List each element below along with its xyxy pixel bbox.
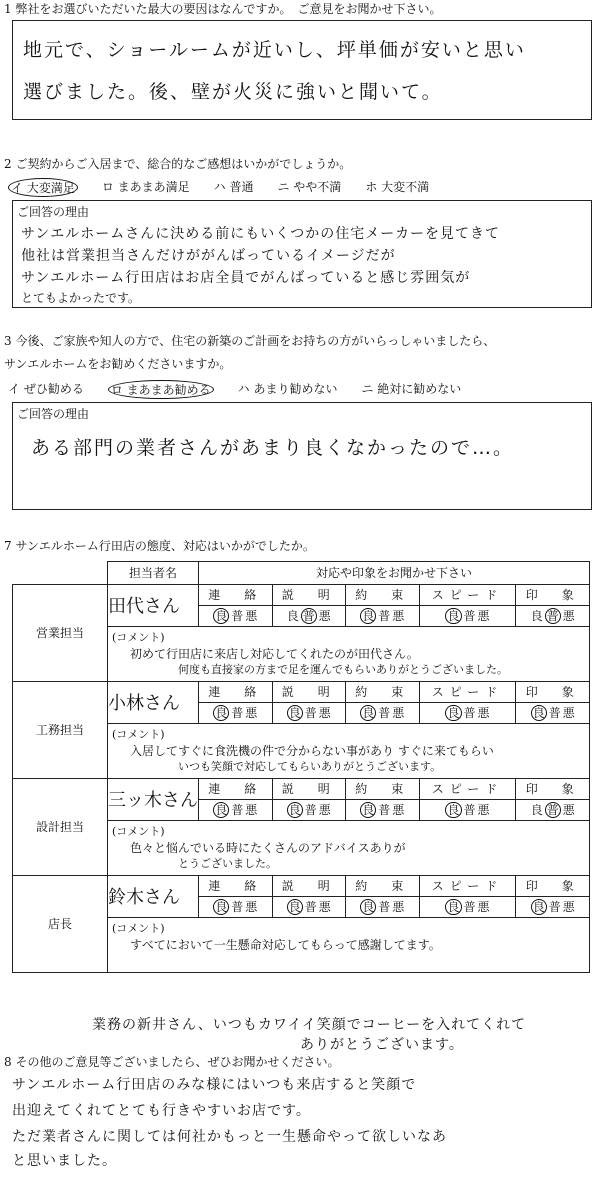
staff-role: 設計担当 [13, 778, 108, 875]
q3-options [8, 380, 485, 399]
rating-mark: 悪 [318, 706, 331, 720]
rating-mark: 悪 [477, 609, 490, 623]
rating-cell [516, 799, 590, 820]
rating-cell [199, 605, 273, 626]
category-header: 約 束 [346, 584, 420, 605]
staff-comment [108, 626, 590, 681]
rating-cell [199, 702, 273, 723]
category-header: 約 束 [346, 875, 420, 896]
rating-mark: 悪 [245, 900, 258, 914]
rating-mark: 普 [546, 803, 559, 817]
rating-mark: 普 [378, 609, 391, 623]
rating-mark: 悪 [245, 803, 258, 817]
comment-line2: とうございました。 [178, 856, 277, 870]
q2-option-2: ロ まあまあ満足 [101, 180, 190, 194]
rating-mark: 良 [530, 609, 543, 623]
rating-mark: 普 [231, 706, 244, 720]
rating-cell [346, 605, 420, 626]
comment-label: (コメント) [112, 824, 165, 838]
rating-mark: 悪 [318, 609, 331, 623]
staff-comment [108, 723, 590, 778]
category-header: 連 絡 [199, 681, 273, 702]
staff-name: 田代さん [108, 584, 199, 626]
rating-mark: 良 [362, 900, 375, 914]
rating-cell [272, 605, 346, 626]
category-header: 説 明 [272, 584, 346, 605]
rating-mark: 普 [304, 900, 317, 914]
q1-question: 1 弊社をお選びいただいた最大の要因はなんですか。 ご意見をお聞かせ下さい。 [4, 2, 442, 16]
q2-reason-line2: 他社は営業担当さんだけががんばっているイメージだが [21, 248, 396, 264]
rating-mark: 良 [532, 706, 545, 720]
q8-line1: サンエルホーム行田店のみな様にはいつも来店すると笑顔で [12, 1077, 417, 1093]
category-header: 印 象 [516, 875, 590, 896]
staff-role: 工務担当 [13, 681, 108, 778]
q2-option-1: イ 大変満足 [8, 178, 78, 197]
category-header: 説 明 [272, 681, 346, 702]
header-person: 担当者名 [108, 562, 199, 585]
rating-mark: 悪 [392, 706, 405, 720]
staff-comment [108, 917, 590, 972]
q3-reason-label: ご回答の理由 [17, 407, 90, 421]
q2-option-3: ハ 普通 [213, 180, 254, 194]
rating-mark: 普 [463, 900, 476, 914]
rating-mark: 普 [304, 803, 317, 817]
rating-cell [516, 702, 590, 723]
rating-cell [516, 896, 590, 917]
extra-note-line2: ありがとうございます。 [300, 1037, 464, 1053]
rating-mark: 良 [362, 609, 375, 623]
rating-mark: 普 [463, 803, 476, 817]
header-impression: 対応や印象をお聞かせ下さい [199, 562, 590, 585]
rating-mark: 悪 [562, 706, 575, 720]
q3-question-line2: サンエルホームをお勧めくださいますか。 [4, 357, 232, 371]
q1-answer-box [12, 20, 592, 120]
category-header: スピード [419, 875, 516, 896]
rating-mark: 普 [378, 803, 391, 817]
rating-mark: 普 [231, 900, 244, 914]
category-header: 印 象 [516, 681, 590, 702]
staff-comment [108, 820, 590, 875]
rating-mark: 悪 [392, 609, 405, 623]
q2-options [8, 178, 453, 197]
staff-role: 店長 [13, 875, 108, 972]
rating-cell [272, 896, 346, 917]
comment-label: (コメント) [112, 727, 165, 741]
rating-cell [516, 605, 590, 626]
rating-mark: 悪 [392, 803, 405, 817]
rating-mark: 悪 [562, 803, 575, 817]
rating-cell [346, 896, 420, 917]
staff-evaluation-table [12, 561, 590, 973]
q8-question: 8 その他のご意見等ございましたら、ぜひお聞かせください。 [4, 1055, 340, 1069]
q2-question: 2 ご契約からご入居まで、総合的なご感想はいかがでしょうか。 [4, 157, 352, 171]
comment-line2: いつも笑顔で対応してもらいありがとうございます。 [178, 759, 442, 773]
comment-line1: すべてにおいて一生懸命対応してもらって感謝してます。 [130, 937, 441, 952]
staff-role: 営業担当 [13, 584, 108, 681]
rating-mark: 良 [215, 706, 228, 720]
rating-mark: 良 [215, 803, 228, 817]
rating-cell [199, 799, 273, 820]
rating-mark: 普 [463, 706, 476, 720]
category-header: 連 絡 [199, 875, 273, 896]
q2-option-4: ニ やや不満 [277, 180, 342, 194]
category-header: スピード [419, 584, 516, 605]
category-header: 印 象 [516, 778, 590, 799]
rating-mark: 普 [378, 900, 391, 914]
rating-mark: 良 [530, 803, 543, 817]
rating-mark: 良 [447, 803, 460, 817]
category-header: スピード [419, 681, 516, 702]
rating-mark: 良 [532, 900, 545, 914]
rating-cell [419, 702, 516, 723]
q2-reason-line1: サンエルホームさんに決める前にもいくつかの住宅メーカーを見てきて [21, 226, 501, 242]
rating-mark: 良 [288, 803, 301, 817]
q7-question: 7 サンエルホーム行田店の態度、対応はいかがでしたか。 [4, 539, 315, 553]
rating-mark: 良 [447, 900, 460, 914]
category-header: 連 絡 [199, 584, 273, 605]
q1-answer-line2: 選びました。後、壁が火災に強いと聞いて。 [23, 81, 443, 103]
rating-mark: 普 [548, 900, 561, 914]
rating-mark: 悪 [318, 900, 331, 914]
comment-label: (コメント) [112, 630, 165, 644]
rating-mark: 悪 [477, 900, 490, 914]
q1-answer-line1: 地元で、ショールームが近いし、坪単価が安いと思い [23, 39, 526, 61]
comment-label: (コメント) [112, 921, 165, 935]
q3-question-line1: 3 今後、ご家族や知人の方で、住宅の新築のご計画をお持ちの方がいらっしゃいましたら、 [4, 334, 496, 348]
category-header: 約 束 [346, 778, 420, 799]
rating-mark: 良 [362, 706, 375, 720]
q3-reason-line1: ある部門の業者さんがあまり良くなかったので…。 [31, 437, 515, 459]
rating-cell [199, 896, 273, 917]
category-header: 印 象 [516, 584, 590, 605]
rating-mark: 良 [286, 609, 299, 623]
rating-cell [419, 896, 516, 917]
rating-mark: 悪 [245, 609, 258, 623]
rating-mark: 悪 [245, 706, 258, 720]
rating-mark: 良 [215, 609, 228, 623]
q3-option-1: イ ぜひ勧める [8, 382, 84, 396]
rating-cell [272, 799, 346, 820]
staff-name: 小林さん [108, 681, 199, 723]
comment-line2: 何度も直接家の方まで足を運んでもらいありがとうございました。 [178, 662, 508, 676]
comment-line1: 色々と悩んでいる時にたくさんのアドバイスありが [130, 840, 406, 855]
rating-mark: 良 [288, 706, 301, 720]
rating-cell [346, 799, 420, 820]
rating-cell [272, 702, 346, 723]
rating-mark: 普 [304, 706, 317, 720]
category-header: 連 絡 [199, 778, 273, 799]
rating-mark: 悪 [562, 609, 575, 623]
rating-mark: 悪 [477, 803, 490, 817]
q8-line4: と思いました。 [12, 1153, 117, 1169]
q2-reason-line4: とてもよかったです。 [21, 291, 141, 305]
extra-note-line1: 業務の新井さん、いつもカワイイ笑顔でコーヒーを入れてくれて [92, 1017, 527, 1033]
q3-option-4: ニ 絶対に勧めない [361, 382, 462, 396]
rating-mark: 悪 [477, 706, 490, 720]
rating-mark: 良 [288, 900, 301, 914]
rating-mark: 普 [546, 609, 559, 623]
q3-option-2: ロ まあまあ勧める [108, 380, 214, 399]
category-header: 説 明 [272, 875, 346, 896]
rating-cell [419, 605, 516, 626]
q2-option-5: ホ 大変不満 [365, 180, 430, 194]
rating-mark: 悪 [392, 900, 405, 914]
rating-mark: 普 [302, 609, 315, 623]
rating-mark: 悪 [318, 803, 331, 817]
rating-mark: 良 [215, 900, 228, 914]
q2-reason-box [12, 200, 592, 308]
rating-mark: 普 [231, 609, 244, 623]
q2-reason-label: ご回答の理由 [17, 205, 90, 219]
category-header: 説 明 [272, 778, 346, 799]
q2-reason-line3: サンエルホーム行田店はお店全員でがんばっていると感じ雰囲気が [21, 270, 471, 286]
q8-line3: ただ業者さんに関しては何社かもっと一生懸命やって欲しいなあ [12, 1129, 447, 1145]
rating-mark: 良 [447, 706, 460, 720]
rating-mark: 普 [463, 609, 476, 623]
rating-mark: 良 [447, 609, 460, 623]
staff-name: 鈴木さん [108, 875, 199, 917]
comment-line1: 初めて行田店に来店し対応してくれたのが田代さん。 [130, 646, 419, 661]
category-header: スピード [419, 778, 516, 799]
rating-cell [419, 799, 516, 820]
rating-mark: 普 [231, 803, 244, 817]
q3-reason-box [12, 402, 592, 510]
rating-mark: 普 [548, 706, 561, 720]
q3-option-3: ハ あまり勧めない [237, 382, 338, 396]
q8-line2: 出迎えてくれてとても行きやすいお店です。 [12, 1103, 311, 1119]
rating-mark: 良 [362, 803, 375, 817]
rating-mark: 普 [378, 706, 391, 720]
rating-mark: 悪 [562, 900, 575, 914]
category-header: 約 束 [346, 681, 420, 702]
staff-name: 三ッ木さん [108, 778, 199, 820]
comment-line1: 入居してすぐに食洗機の件で分からない事があり すぐに来てもらい [130, 743, 494, 758]
rating-cell [346, 702, 420, 723]
